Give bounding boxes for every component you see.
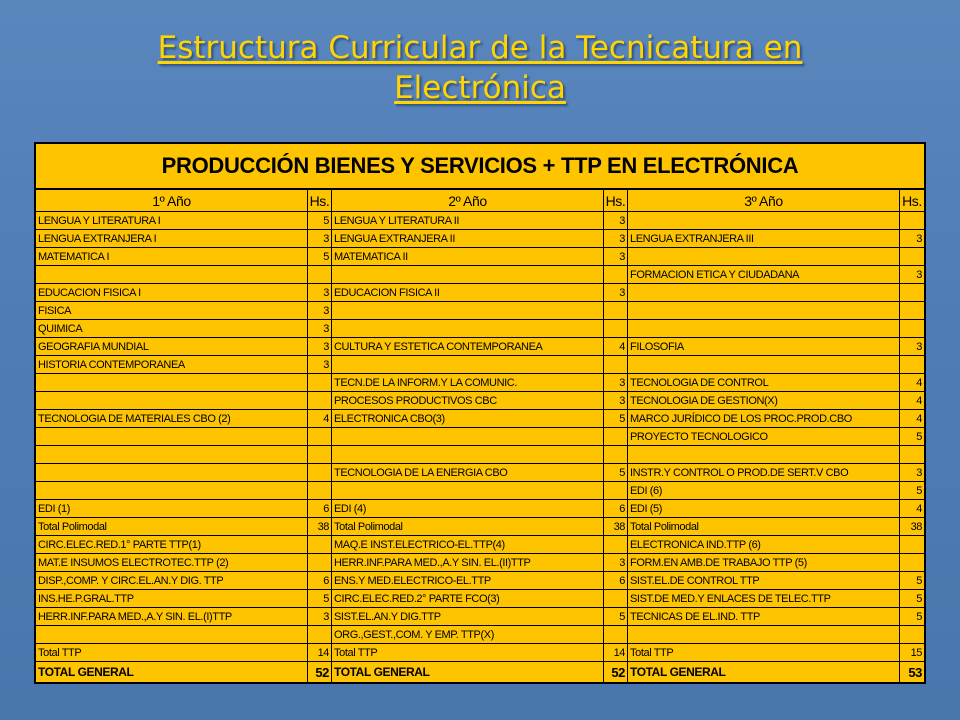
- table-row: [36, 554, 924, 572]
- slide-title-line2: Electrónica: [394, 70, 566, 106]
- hours-year3: [900, 248, 924, 265]
- subject-year3: FORMACION ETICA Y CIUDADANA: [628, 266, 900, 283]
- hours-year2: 3: [604, 230, 628, 247]
- subject-year2: MAQ.E INST.ELECTRICO-EL.TTP(4): [332, 536, 604, 553]
- hours-year1: 3: [308, 284, 332, 301]
- table-row: [36, 428, 924, 446]
- subject-year1: TECNOLOGIA DE MATERIALES CBO (2): [36, 410, 308, 427]
- hours-year1: [308, 374, 332, 391]
- table-row: [36, 356, 924, 374]
- subject-year3: FORM.EN AMB.DE TRABAJO TTP (5): [628, 554, 900, 571]
- table-header: PRODUCCIÓN BIENES Y SERVICIOS + TTP EN ELECTRÓNICA: [36, 144, 924, 190]
- subject-year2: EDI (4): [332, 500, 604, 517]
- subject-year2: [332, 266, 604, 283]
- hours-year2: 5: [604, 410, 628, 427]
- subject-year3: LENGUA EXTRANJERA III: [628, 230, 900, 247]
- table-row: [36, 284, 924, 302]
- table-row: [36, 464, 924, 482]
- col-header-hours1: Hs.: [308, 190, 332, 211]
- table-row: [36, 500, 924, 518]
- col-header-year3: 3º Año: [628, 190, 900, 211]
- subject-year1: [36, 428, 308, 445]
- hours-year3: [900, 554, 924, 571]
- subject-year2: [332, 320, 604, 337]
- hours-year3: 5: [916, 484, 922, 497]
- subject-year1: [36, 374, 308, 391]
- hours-year2: 6: [604, 500, 628, 517]
- table-row: [36, 392, 924, 410]
- hours-year3: 5: [916, 610, 922, 623]
- hours-year3: 3: [916, 232, 922, 245]
- total-general-label-2: TOTAL GENERAL: [332, 662, 604, 682]
- subject-year2: TECNOLOGIA DE LA ENERGIA CBO: [332, 464, 604, 481]
- slide-title: [0, 28, 960, 108]
- subject-year3: [628, 356, 900, 373]
- hours-year3: 5: [916, 574, 922, 587]
- hours-year3: 4: [916, 502, 922, 515]
- subject-year1: MATEMATICA I: [36, 248, 308, 265]
- hours-year2: 3: [604, 392, 628, 409]
- subject-year3: MARCO JURÍDICO DE LOS PROC.PROD.CBO: [628, 410, 900, 427]
- hours-year1: 3: [308, 320, 332, 337]
- hours-year1: 3: [308, 230, 332, 247]
- hours-year1: 5: [308, 248, 332, 265]
- subject-year1: EDUCACION FISICA I: [36, 284, 308, 301]
- subject-year3: [628, 284, 900, 301]
- subject-year2: Total TTP: [332, 644, 604, 661]
- table-row: [36, 338, 924, 356]
- table-row: [36, 212, 924, 230]
- hours-year1: 3: [308, 356, 332, 373]
- subject-year2: ORG.,GEST.,COM. Y EMP. TTP(X): [332, 626, 604, 643]
- table-row: [36, 590, 924, 608]
- subject-year3: TECNICAS DE EL.IND. TTP: [628, 608, 900, 625]
- hours-year1: 3: [308, 338, 332, 355]
- subject-year1: [36, 482, 308, 499]
- hours-year2: 14: [604, 644, 628, 661]
- subject-year3: TECNOLOGIA DE CONTROL: [628, 374, 900, 391]
- subject-year2: HERR.INF.PARA MED.,A.Y SIN. EL.(II)TTP: [332, 554, 604, 571]
- subject-year1: [36, 266, 308, 283]
- table-row: [36, 572, 924, 590]
- table-row: [36, 320, 924, 338]
- subject-year3: ELECTRONICA IND.TTP (6): [628, 536, 900, 553]
- hours-year1: [308, 266, 332, 283]
- hours-year1: [308, 536, 332, 553]
- table-row: [36, 230, 924, 248]
- subject-year2: CULTURA Y ESTETICA CONTEMPORANEA: [332, 338, 604, 355]
- subject-year1: QUIMICA: [36, 320, 308, 337]
- hours-year2: [604, 536, 628, 553]
- hours-year1: [308, 428, 332, 445]
- hours-year1: 4: [308, 410, 332, 427]
- hours-year3: 5: [916, 430, 922, 443]
- hours-year3: 3: [916, 340, 922, 353]
- subject-year3: [628, 302, 900, 319]
- subject-year2: LENGUA Y LITERATURA II: [332, 212, 604, 229]
- subject-year2: MATEMATICA II: [332, 248, 604, 265]
- subject-year3: FILOSOFIA: [628, 338, 900, 355]
- hours-year2: 3: [604, 554, 628, 571]
- subject-year2: CIRC.ELEC.RED.2° PARTE FCO(3): [332, 590, 604, 607]
- subject-year3: PROYECTO TECNOLOGICO: [628, 428, 900, 445]
- hours-year3: 5: [916, 592, 922, 605]
- col-header-year2: 2º Año: [332, 190, 604, 211]
- subject-year1: [36, 392, 308, 409]
- table-row: [36, 446, 924, 464]
- slide-title-line1: Estructura Curricular de la Tecnicatura en: [157, 30, 803, 66]
- hours-year1: 3: [308, 302, 332, 319]
- subject-year1: HERR.INF.PARA MED.,A.Y SIN. EL.(I)TTP: [36, 608, 308, 625]
- hours-year1: [308, 482, 332, 499]
- subject-year3: [628, 320, 900, 337]
- hours-year3: 4: [916, 376, 922, 389]
- table-row: [36, 266, 924, 284]
- hours-year3: 38: [910, 520, 922, 533]
- subject-year3: INSTR.Y CONTROL O PROD.DE SERT.V CBO: [628, 464, 900, 481]
- total-general-hours-3: 53: [908, 664, 922, 680]
- subject-year3: EDI (6): [628, 482, 900, 499]
- subject-year1: DISP.,COMP. Y CIRC.EL.AN.Y DIG. TTP: [36, 572, 308, 589]
- col-header-hours3: Hs.: [902, 192, 922, 209]
- hours-year2: 4: [604, 338, 628, 355]
- subject-year3: TECNOLOGIA DE GESTION(X): [628, 392, 900, 409]
- hours-year3: 4: [916, 394, 922, 407]
- hours-year2: [604, 626, 628, 643]
- hours-year2: 6: [604, 572, 628, 589]
- subject-year2: ELECTRONICA CBO(3): [332, 410, 604, 427]
- subject-year2: [332, 356, 604, 373]
- subject-year1: LENGUA EXTRANJERA I: [36, 230, 308, 247]
- hours-year3: 4: [916, 412, 922, 425]
- table-row: [36, 518, 924, 536]
- hours-year3: [900, 320, 924, 337]
- subject-year1: Total Polimodal: [36, 518, 308, 535]
- hours-year3: 15: [910, 646, 922, 659]
- subject-year1: [36, 464, 308, 481]
- subject-year1: [36, 446, 308, 463]
- hours-year3: [900, 284, 924, 301]
- subject-year3: SIST.EL.DE CONTROL TTP: [628, 572, 900, 589]
- hours-year3: [900, 536, 924, 553]
- subject-year2: LENGUA EXTRANJERA II: [332, 230, 604, 247]
- hours-year1: [308, 554, 332, 571]
- subject-year2: TECN.DE LA INFORM.Y LA COMUNIC.: [332, 374, 604, 391]
- hours-year2: 5: [604, 608, 628, 625]
- subject-year2: ENS.Y MED.ELECTRICO-EL.TTP: [332, 572, 604, 589]
- subject-year1: Total TTP: [36, 644, 308, 661]
- table-row: [36, 608, 924, 626]
- subject-year3: Total Polimodal: [628, 518, 900, 535]
- subject-year1: INS.HE.P.GRAL.TTP: [36, 590, 308, 607]
- table-row: [36, 626, 924, 644]
- subject-year1: LENGUA Y LITERATURA I: [36, 212, 308, 229]
- hours-year1: [308, 626, 332, 643]
- hours-year2: 3: [604, 374, 628, 391]
- hours-year2: 3: [604, 284, 628, 301]
- total-general-label-1: TOTAL GENERAL: [36, 662, 308, 682]
- hours-year1: 38: [308, 518, 332, 535]
- subject-year2: [332, 302, 604, 319]
- total-general-hours-2: 52: [604, 662, 628, 682]
- hours-year2: 38: [604, 518, 628, 535]
- hours-year2: [604, 428, 628, 445]
- table-row: [36, 482, 924, 500]
- subject-year1: [36, 626, 308, 643]
- hours-year1: 6: [308, 500, 332, 517]
- hours-year3: 3: [916, 466, 922, 479]
- table-row: [36, 374, 924, 392]
- hours-year1: 6: [308, 572, 332, 589]
- subject-year3: SIST.DE MED.Y ENLACES DE TELEC.TTP: [628, 590, 900, 607]
- hours-year2: [604, 482, 628, 499]
- hours-year3: [900, 212, 924, 229]
- hours-year3: [900, 302, 924, 319]
- subject-year2: [332, 428, 604, 445]
- hours-year3: [900, 446, 924, 463]
- subject-year3: [628, 212, 900, 229]
- curriculum-table: [34, 142, 926, 684]
- subject-year3: [628, 248, 900, 265]
- subject-year1: FISICA: [36, 302, 308, 319]
- table-row: [36, 410, 924, 428]
- subject-year1: HISTORIA CONTEMPORANEA: [36, 356, 308, 373]
- hours-year1: [308, 464, 332, 481]
- hours-year1: [308, 392, 332, 409]
- subject-year3: [628, 446, 900, 463]
- hours-year2: 5: [604, 464, 628, 481]
- subject-year2: [332, 482, 604, 499]
- hours-year3: 3: [916, 268, 922, 281]
- subject-year1: CIRC.ELEC.RED.1° PARTE TTP(1): [36, 536, 308, 553]
- hours-year2: [604, 320, 628, 337]
- subject-year2: [332, 446, 604, 463]
- subject-year2: Total Polimodal: [332, 518, 604, 535]
- table-row: [36, 644, 924, 662]
- subject-year1: MAT.E INSUMOS ELECTROTEC.TTP (2): [36, 554, 308, 571]
- hours-year2: [604, 302, 628, 319]
- subject-year1: GEOGRAFIA MUNDIAL: [36, 338, 308, 355]
- hours-year2: 3: [604, 212, 628, 229]
- table-row: [36, 248, 924, 266]
- col-header-year1: 1º Año: [36, 190, 308, 211]
- hours-year1: 3: [308, 608, 332, 625]
- subject-year3: Total TTP: [628, 644, 900, 661]
- subject-year2: SIST.EL.AN.Y DIG.TTP: [332, 608, 604, 625]
- hours-year3: [900, 626, 924, 643]
- subject-year2: EDUCACION FISICA II: [332, 284, 604, 301]
- hours-year1: 5: [308, 212, 332, 229]
- hours-year2: [604, 266, 628, 283]
- table-row: [36, 302, 924, 320]
- subject-year2: PROCESOS PRODUCTIVOS CBC: [332, 392, 604, 409]
- column-header-row: [36, 190, 924, 212]
- hours-year2: [604, 446, 628, 463]
- hours-year1: [308, 446, 332, 463]
- hours-year3: [900, 356, 924, 373]
- subject-year1: EDI (1): [36, 500, 308, 517]
- table-body: [36, 212, 924, 662]
- hours-year1: 14: [308, 644, 332, 661]
- hours-year2: [604, 356, 628, 373]
- total-general-label-3: TOTAL GENERAL: [628, 662, 900, 682]
- table-row: [36, 536, 924, 554]
- hours-year1: 5: [308, 590, 332, 607]
- hours-year2: [604, 590, 628, 607]
- subject-year3: EDI (5): [628, 500, 900, 517]
- col-header-hours2: Hs.: [604, 190, 628, 211]
- hours-year2: 3: [604, 248, 628, 265]
- total-general-row: [36, 662, 924, 682]
- subject-year3: [628, 626, 900, 643]
- total-general-hours-1: 52: [308, 662, 332, 682]
